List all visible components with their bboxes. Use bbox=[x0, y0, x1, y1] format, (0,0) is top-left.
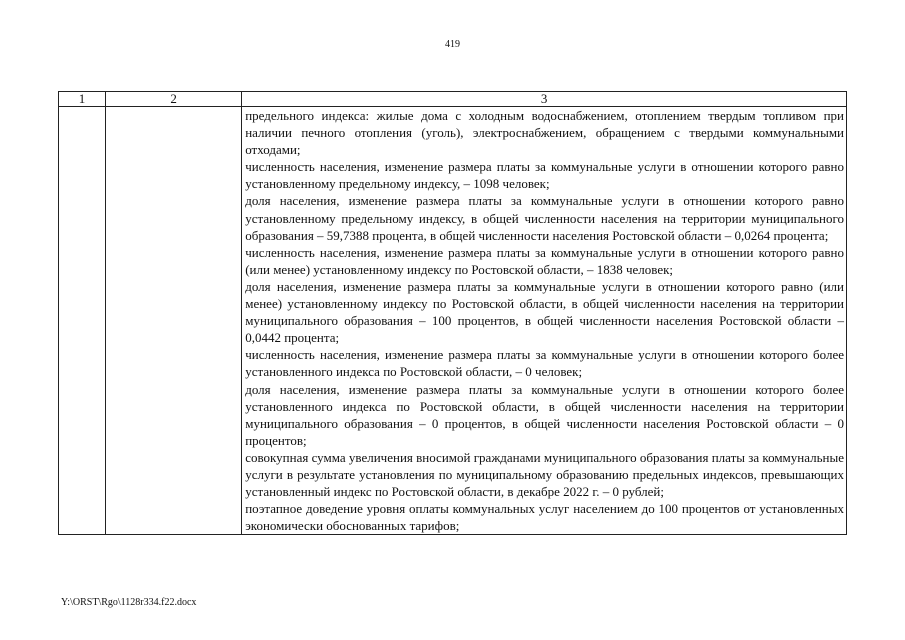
column-header-1: 1 bbox=[59, 92, 106, 107]
column-header-3: 3 bbox=[242, 92, 847, 107]
paragraph: численность населения, изменение размера платы за коммунальные услуги в отношении которого равно (или менее) установленному индексу по Ростовской области, – 1838 человек; bbox=[245, 244, 844, 277]
table-header-row bbox=[59, 92, 847, 107]
paragraph: предельного индекса: жилые дома с холодным водоснабжением, отоплением твердым топливом при наличии печного отопления (уголь), электроснабжением, обращением с твердыми коммунальными отходами; bbox=[245, 108, 844, 158]
paragraph: численность населения, изменение размера платы за коммунальные услуги в отношении которого более установленного индекса по Ростовской области, – 0 человек; bbox=[245, 347, 844, 380]
content-cell bbox=[242, 107, 847, 535]
paragraph: доля населения, изменение размера платы за коммунальные услуги в отношении которого равно установленному предельному индексу, в общей численности населения на территории муниципального образования – 59,7388 процента, в общей численности населения Ростовской области – 0,0264 процента; bbox=[245, 193, 844, 243]
paragraph: численность населения, изменение размера платы за коммунальные услуги в отношении которого равно установленному предельному индексу, – 1098 человек; bbox=[245, 159, 844, 192]
column-1-cell bbox=[59, 107, 106, 535]
table-row bbox=[59, 107, 847, 535]
column-2-cell bbox=[106, 107, 242, 535]
column-header-2: 2 bbox=[106, 92, 242, 107]
document-table bbox=[58, 91, 847, 535]
paragraph: поэтапное доведение уровня оплаты коммунальных услуг населением до 100 процентов от установленных экономически обоснованных тарифов; bbox=[245, 501, 844, 534]
file-path-footer: Y:\ORST\Rgo\1128r334.f22.docx bbox=[61, 597, 197, 608]
paragraph: совокупная сумма увеличения вносимой гражданами муниципального образования платы за коммунальные услуги в результате установления по муниципальному образованию предельных индексов, превышающих установленный индекс по Ростовской области, в декабре 2022 г. – 0 рублей; bbox=[245, 449, 844, 500]
paragraph: доля населения, изменение размера платы за коммунальные услуги в отношении которого более установленного индекса по Ростовской области, в общей численности населения на территории муниципального образования – 0 процентов, в общей численности населения Ростовской области – 0 процентов; bbox=[245, 381, 844, 448]
paragraph: доля населения, изменение размера платы за коммунальные услуги в отношении которого равно (или менее) установленному индексу по Ростовской области, в общей численности населения на территории муниципального образования – 100 процентов, в общей численности населения Ростовской области – 0,0442 процента; bbox=[245, 278, 844, 346]
page-number: 419 bbox=[445, 39, 460, 50]
